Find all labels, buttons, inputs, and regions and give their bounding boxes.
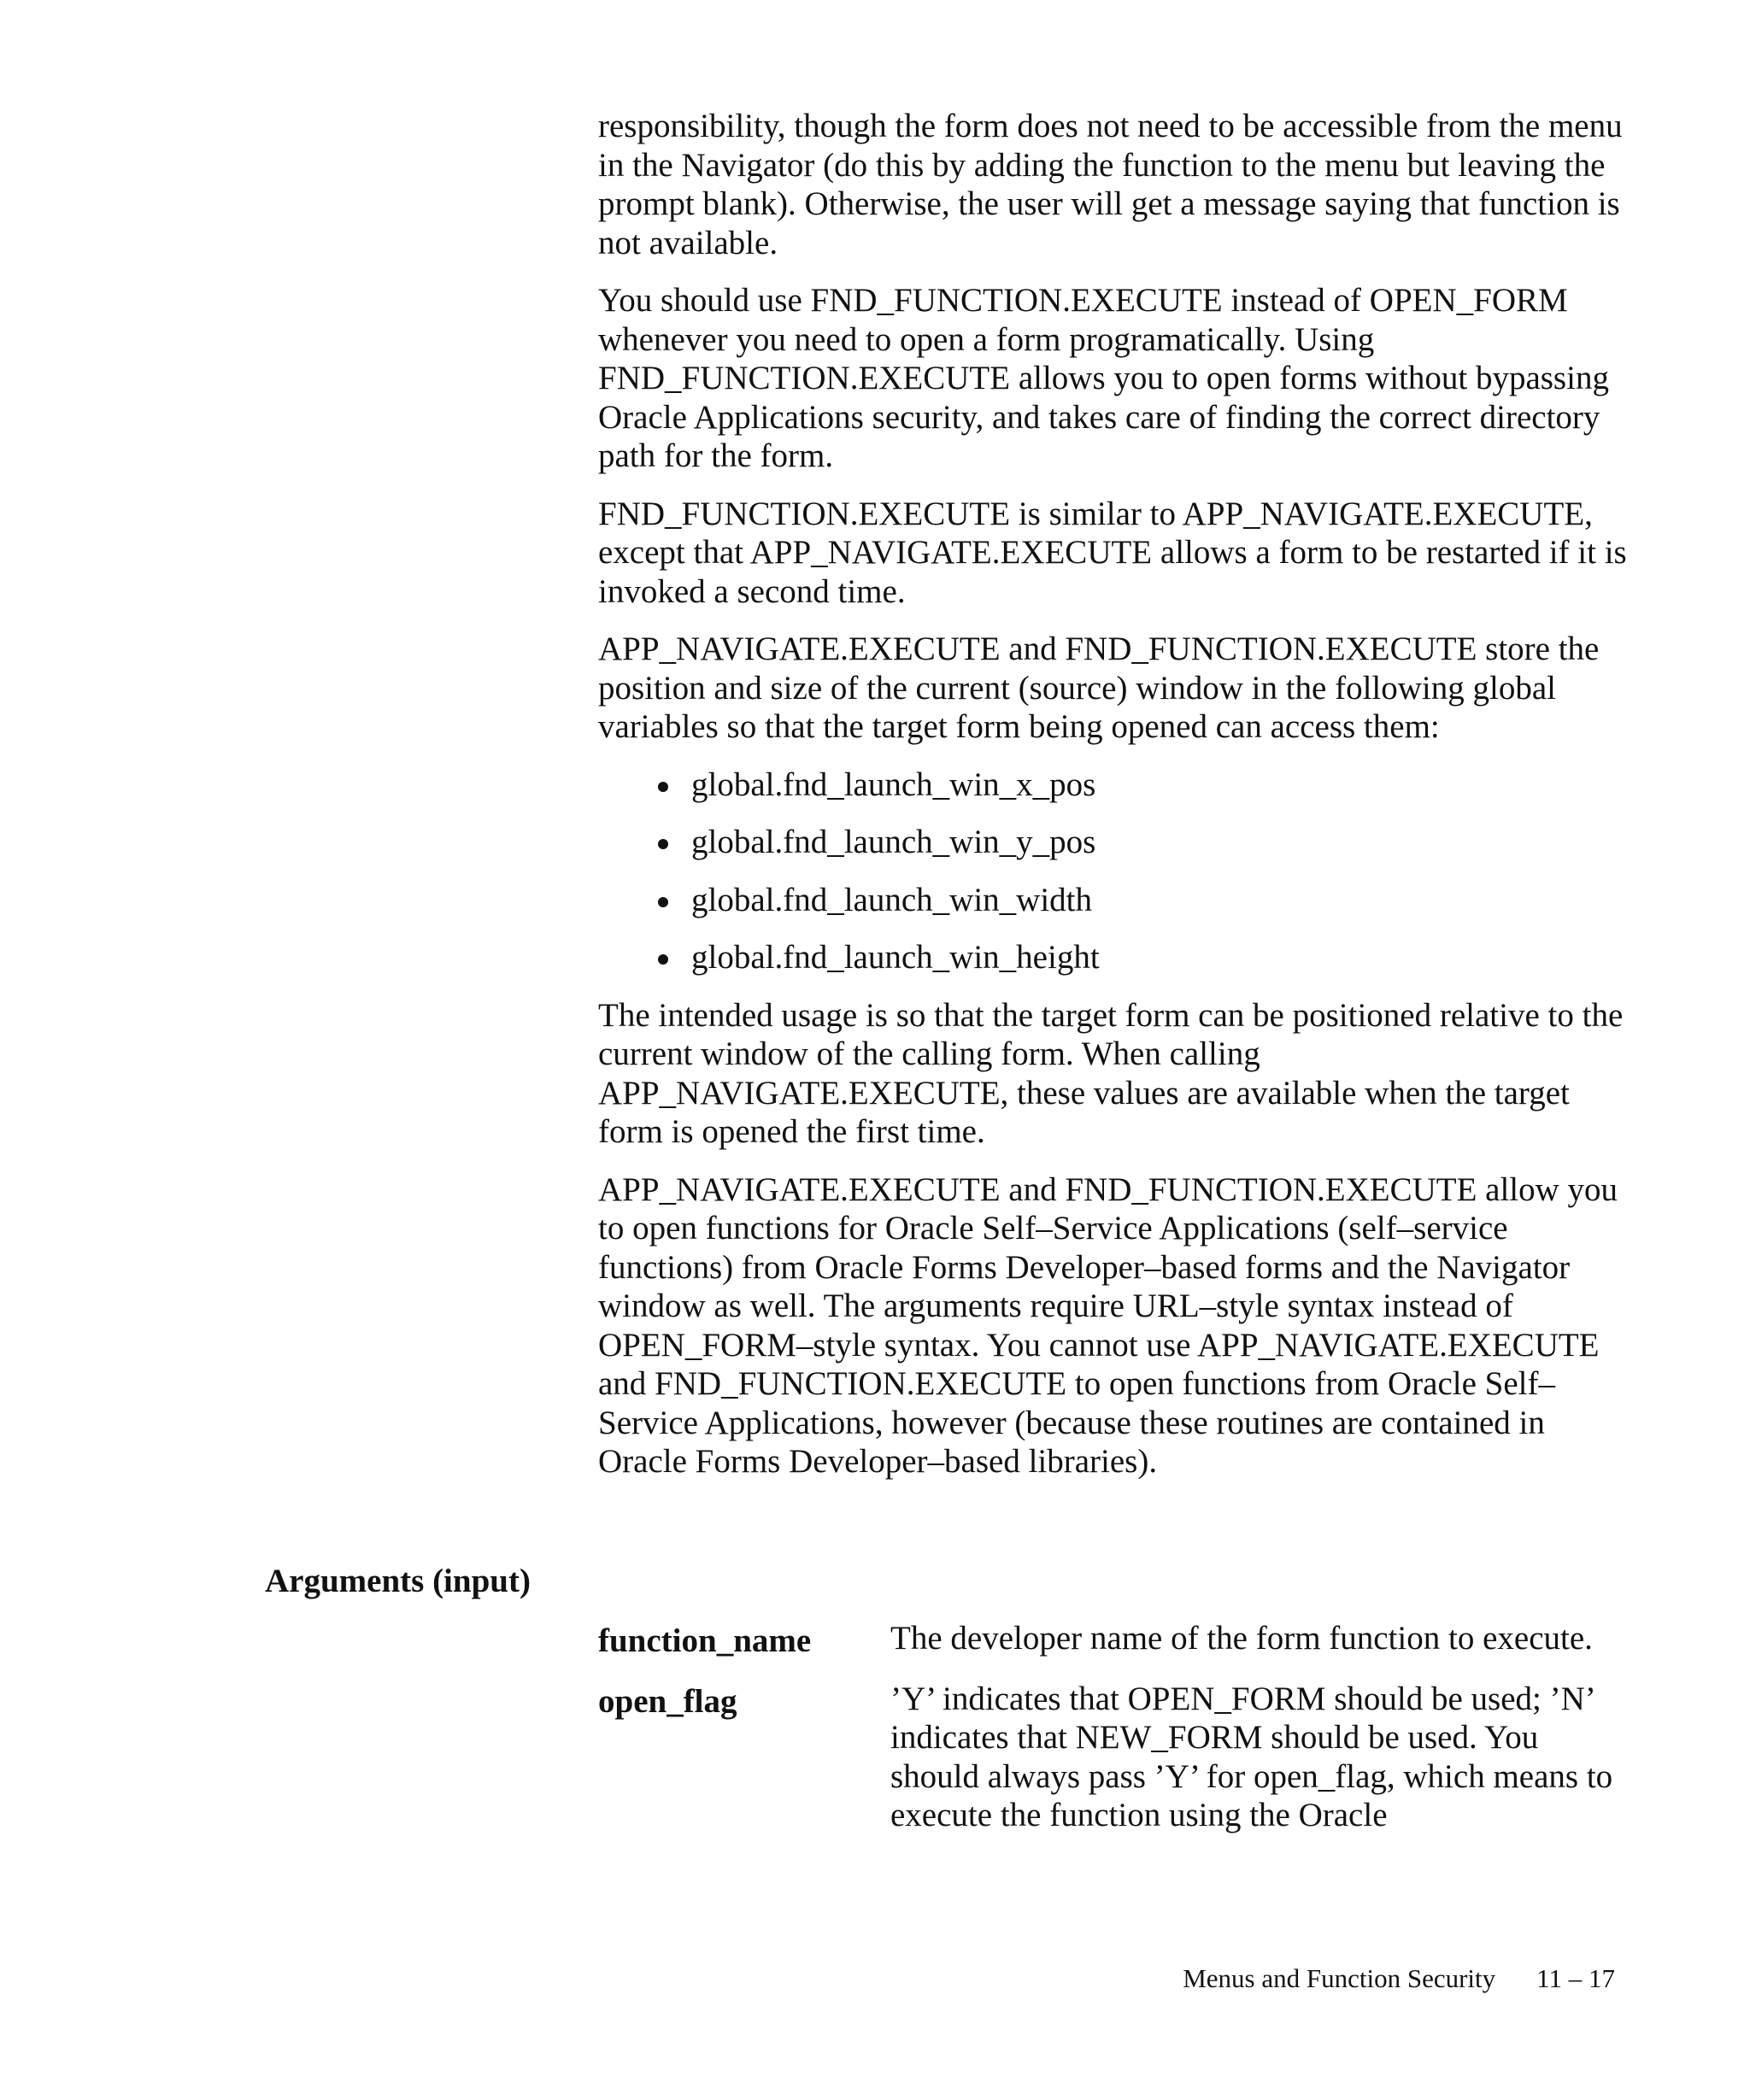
paragraph-use-fnd-function: You should use FND_FUNCTION.EXECUTE instead of OPEN_FORM whenever you need to open a form programatically. Using FND_FUNCTION.EXECUTE allows you to open forms without bypassing Oracle Applications security, and takes care of finding the correct directory path for the form. (598, 282, 1609, 474)
list-item-text: global.fnd_launch_win_y_pos (691, 824, 1096, 860)
list-item-text: global.fnd_launch_win_height (691, 939, 1100, 976)
argument-row-function-name (598, 1619, 1632, 1661)
list-item (598, 938, 1632, 977)
body-text (598, 107, 1632, 1500)
bullet-icon (658, 897, 668, 907)
footer-chapter-title: Menus and Function Security (1183, 1963, 1496, 1993)
paragraph-responsibility: responsibility, though the form does not need to be accessible from the menu in the Navigator (do this by adding the function to the menu but leaving the prompt blank). Otherwise, the user will get a message saying that function is not available. (598, 108, 1623, 261)
arguments-list (598, 1619, 1632, 1854)
argument-description: The developer name of the form function to execute. (890, 1620, 1593, 1657)
global-variable-list (598, 766, 1632, 977)
paragraph-similar-to-app-navigate: FND_FUNCTION.EXECUTE is similar to APP_NAVIGATE.EXECUTE, except that APP_NAVIGATE.EXECUTE allows a form to be restarted if it is invoked a second time. (598, 495, 1627, 610)
list-item-text: global.fnd_launch_win_width (691, 881, 1093, 918)
bullet-icon (658, 782, 668, 792)
argument-row-open-flag (598, 1680, 1632, 1835)
list-item-text: global.fnd_launch_win_x_pos (691, 766, 1096, 803)
list-item (598, 881, 1632, 920)
bullet-icon (658, 954, 668, 965)
paragraph-global-variables: APP_NAVIGATE.EXECUTE and FND_FUNCTION.EXECUTE store the position and size of the current (source) window in the following global variables so that the target form being opened can access them: (598, 631, 1600, 745)
paragraph-self-service: APP_NAVIGATE.EXECUTE and FND_FUNCTION.EXECUTE allow you to open functions for Oracle Self–Service Applications (self–service functions) from Oracle Forms Developer–based forms and the Navigator window as well. The arguments require URL–style syntax instead of OPEN_FORM–style syntax. You cannot use APP_NAVIGATE.EXECUTE and FND_FUNCTION.EXECUTE to open functions from Oracle Self–Service Applications, however (because these routines are contained in Oracle Forms Developer–based libraries). (598, 1170, 1618, 1480)
argument-name: function_name (598, 1622, 812, 1659)
argument-name: open_flag (598, 1682, 737, 1720)
footer-page-number: 11 – 17 (1536, 1963, 1615, 1993)
list-item (598, 823, 1632, 862)
paragraph-intended-usage: The intended usage is so that the target form can be positioned relative to the current window of the calling form. When calling APP_NAVIGATE.EXECUTE, these values are available when the target form is opened the first time. (598, 996, 1624, 1150)
bullet-icon (658, 839, 668, 849)
page-footer (1183, 1962, 1615, 1996)
list-item (598, 766, 1632, 805)
argument-description: ’Y’ indicates that OPEN_FORM should be used; ’N’ indicates that NEW_FORM should be used. You should always pass ’Y’ for open_flag, which means to execute the function using the Oracle (890, 1680, 1613, 1833)
arguments-heading: Arguments (input) (265, 1563, 531, 1599)
